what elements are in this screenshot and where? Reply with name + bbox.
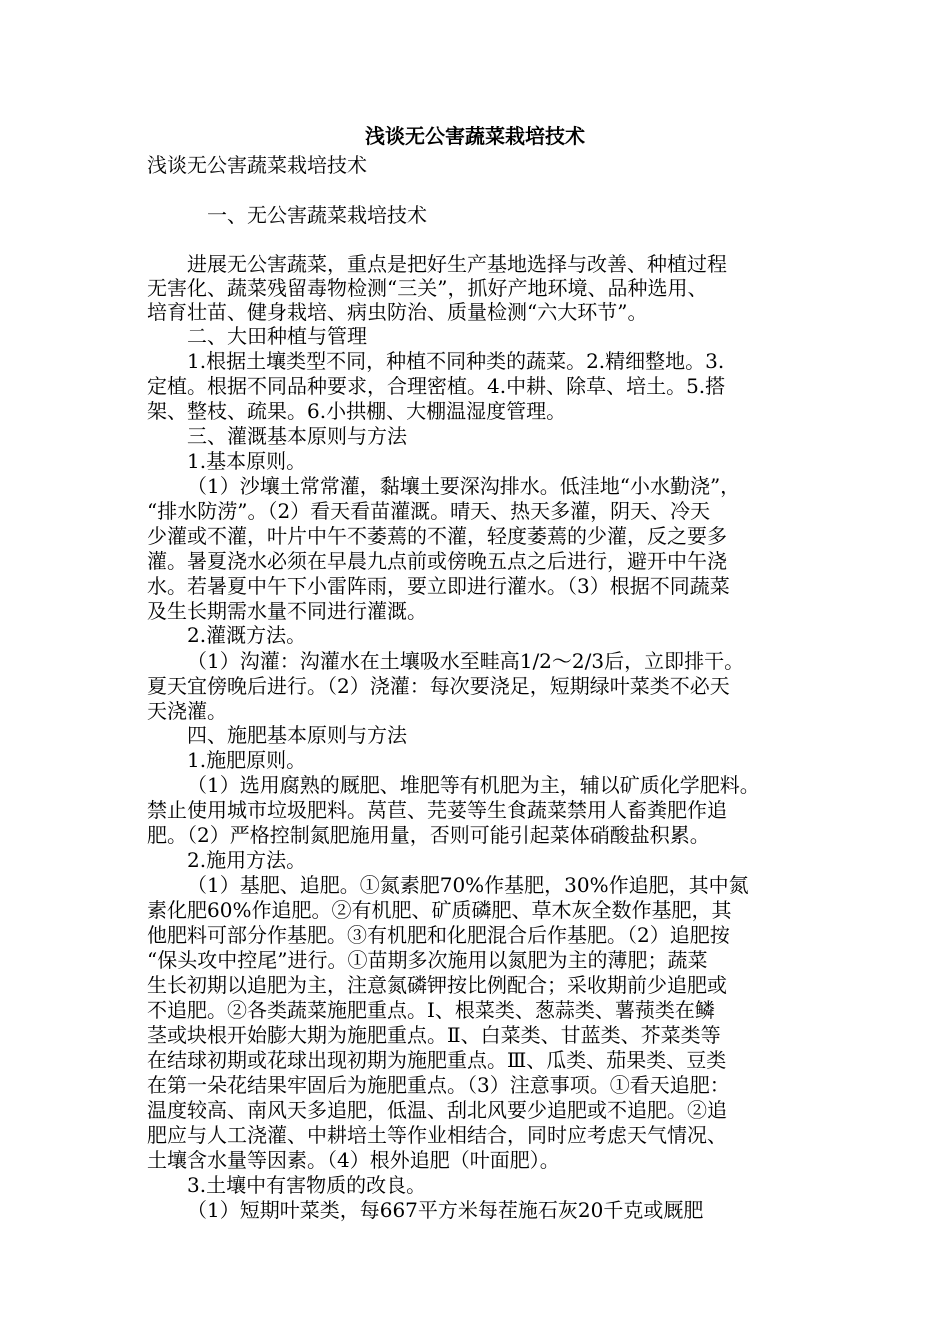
document-line: 四、施肥基本原则与方法 — [187, 723, 407, 747]
document-line: 一、无公害蔬菜栽培技术 — [207, 203, 427, 227]
document-line: 二、大田种植与管理 — [187, 324, 367, 348]
document-line: 在第一朵花结果牢固后为施肥重点。（3）注意事项。①看天追肥： — [147, 1073, 730, 1097]
document-line: （1）选用腐熟的厩肥、堆肥等有机肥为主，辅以矿质化学肥料。 — [187, 773, 760, 797]
document-line: 及生长期需水量不同进行灌溉。 — [147, 599, 427, 623]
document-line: 进展无公害蔬菜，重点是把好生产基地选择与改善、种植过程 — [187, 252, 727, 276]
document-line: 三、灌溉基本原则与方法 — [187, 424, 407, 448]
document-line: 他肥料可部分作基肥。③有机肥和化肥混合后作基肥。（2）追肥按 — [147, 923, 730, 947]
document-line: （1）短期叶菜类，每667平方米每茬施石灰20千克或厩肥 — [187, 1198, 704, 1222]
document-line: 1.基本原则。 — [187, 449, 307, 473]
document-line: 素化肥60%作追肥。②有机肥、矿质磷肥、草木灰全数作基肥，其 — [147, 898, 732, 922]
document-line: “排水防涝”。（2）看天看苗灌溉。晴天、热天多灌，阴天、冷天 — [147, 499, 711, 523]
document-line: 少灌或不灌，叶片中午不萎蔫的不灌，轻度萎蔫的少灌，反之要多 — [147, 524, 727, 548]
document-line: 2.灌溉方法。 — [187, 623, 307, 647]
document-line: 培育壮苗、健身栽培、病虫防治、质量检测“六大环节”。 — [147, 300, 648, 324]
document-line: 肥。（2）严格控制氮肥施用量，否则可能引起菜体硝酸盐积累。 — [147, 823, 710, 847]
document-line: 1.施肥原则。 — [187, 748, 307, 772]
document-line: 灌。暑夏浇水必须在早晨九点前或傍晚五点之后进行，避开中午浇 — [147, 549, 727, 573]
document-line: 不追肥。②各类蔬菜施肥重点。Ⅰ、根菜类、葱蒜类、薯蓣类在鳞 — [147, 998, 715, 1022]
document-line: （1）沟灌：沟灌水在土壤吸水至畦高1/2～2/3后，立即排干。 — [187, 649, 745, 673]
document-line: 夏天宜傍晚后进行。（2）浇灌：每次要浇足，短期绿叶菜类不必天 — [147, 674, 730, 698]
document-title: 浅谈无公害蔬菜栽培技术 — [365, 124, 585, 148]
document-line: 定植。根据不同品种要求，合理密植。4.中耕、除草、培土。5.搭 — [147, 374, 726, 398]
document-line: （1）基肥、追肥。①氮素肥70%作基肥，30%作追肥，其中氮 — [187, 873, 749, 897]
document-line: 水。若暑夏中午下小雷阵雨，要立即进行灌水。（3）根据不同蔬菜 — [147, 574, 730, 598]
document-line: 1.根据土壤类型不同，种植不同种类的蔬菜。2.精细整地。3. — [187, 349, 725, 373]
document-line: 2.施用方法。 — [187, 848, 307, 872]
document-line: 生长初期以追肥为主，注意氮磷钾按比例配合；采收期前少追肥或 — [147, 973, 727, 997]
document-line: 3.土壤中有害物质的改良。 — [187, 1173, 427, 1197]
document-line: 无害化、蔬菜残留毒物检测“三关”，抓好产地环境、品种选用、 — [147, 276, 708, 300]
document-line: 肥应与人工浇灌、中耕培土等作业相结合，同时应考虑天气情况、 — [147, 1123, 727, 1147]
document-line: 在结球初期或花球出现初期为施肥重点。Ⅲ、瓜类、茄果类、豆类 — [147, 1048, 727, 1072]
document-line: 禁止使用城市垃圾肥料。莴苣、芫荽等生食蔬菜禁用人畜粪肥作追 — [147, 798, 727, 822]
document-line: 茎或块根开始膨大期为施肥重点。Ⅱ、白菜类、甘蓝类、芥菜类等 — [147, 1023, 721, 1047]
document-line: （1）沙壤土常常灌，黏壤土要深沟排水。低洼地“小水勤浇”， — [187, 474, 741, 498]
document-line: 土壤含水量等因素。（4）根外追肥（叶面肥）。 — [147, 1148, 560, 1172]
document-line: 浅谈无公害蔬菜栽培技术 — [147, 153, 367, 177]
document-line: 架、整枝、疏果。6.小拱棚、大棚温湿度管理。 — [147, 399, 567, 423]
document-line: 温度较高、南风天多追肥，低温、刮北风要少追肥或不追肥。②追 — [147, 1098, 727, 1122]
document-line: 天浇灌。 — [147, 699, 227, 723]
document-line: “保头攻中控尾”进行。①苗期多次施用以氮肥为主的薄肥；蔬菜 — [147, 948, 708, 972]
